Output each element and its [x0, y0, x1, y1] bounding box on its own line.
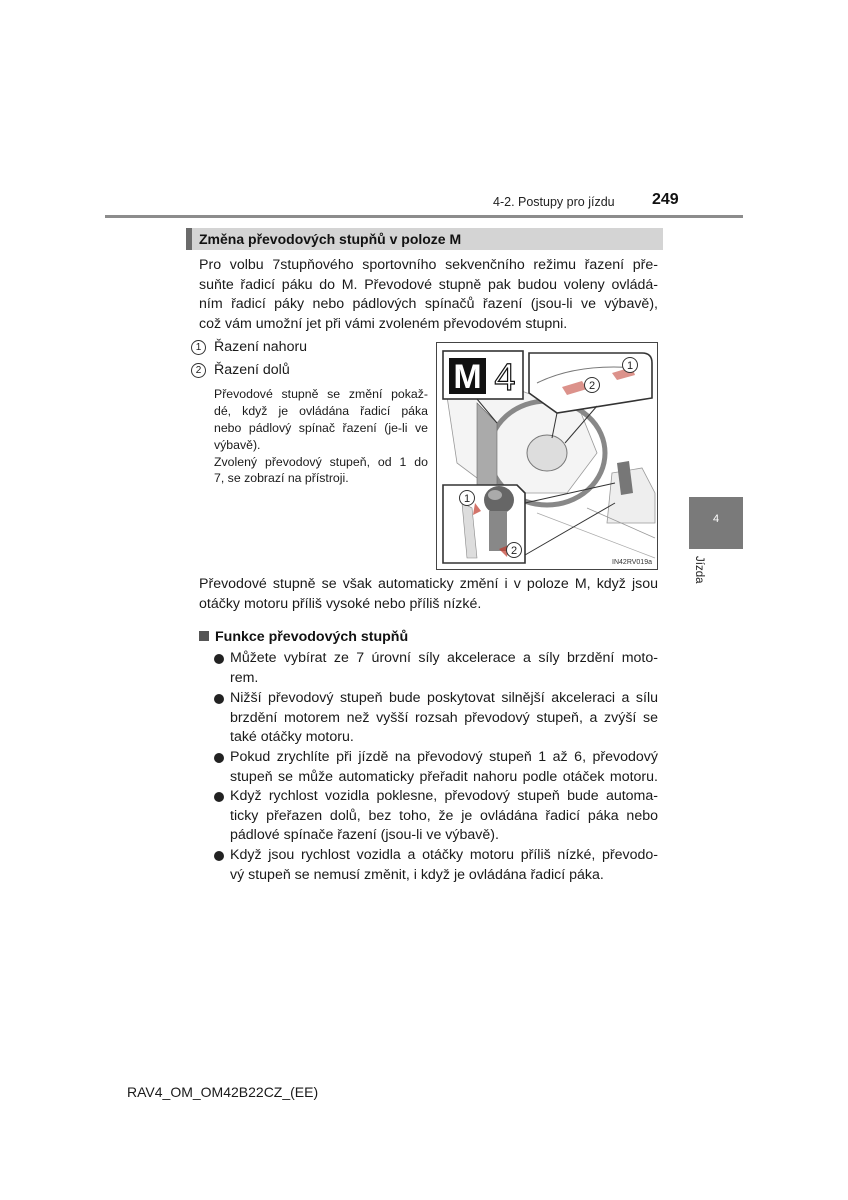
bullet-line: Nižší převodový stupeň bude poskytovat silnější akceleraci a sílu [230, 690, 658, 706]
bullet-line: pádlové spínače řazení (jsou-li ve výbavě). [230, 827, 499, 844]
chapter-tab [689, 497, 743, 549]
bullet-line: také otáčky motoru. [230, 729, 354, 746]
callout-down-lever: 2 [510, 545, 518, 557]
note-line: Převodové stupně se změní pokaž- [214, 387, 428, 401]
after-line: otáčky motoru příliš vysoké nebo příliš nízké. [199, 595, 482, 612]
running-header-section: 4-2. Postupy pro jízdu [493, 195, 615, 209]
intro-line: Pro volbu 7stupňového sportovního sekvenčního režimu řazení pře- [199, 257, 658, 273]
bullet-dot-icon [214, 792, 224, 802]
after-figure-paragraph [199, 575, 658, 614]
chapter-label [690, 556, 712, 596]
bullet-line: Pokud zrychlíte při jízdě na převodový stupeň 1 až 6, převodový [230, 749, 658, 765]
gearshift-illustration [436, 342, 658, 570]
callout-down-top: 2 [588, 380, 596, 392]
note-line: nebo pádlový spínač řazení (je-li ve [214, 420, 428, 435]
bullet-line: rem. [230, 669, 259, 686]
section-heading-text: Změna převodových stupňů v poloze M [199, 231, 462, 247]
bullet-dot-icon [214, 753, 224, 763]
intro-line: suňte řadicí páku do M. Převodové stupně pak budou voleny ovládá- [199, 276, 658, 293]
after-line: Převodové stupně se však automaticky změní i v poloze M, když jsou [199, 576, 658, 592]
display-gear: 4 [494, 357, 516, 399]
note-paragraph [214, 386, 428, 487]
bullet-line: vý stupeň se nemusí změnit, i když je ovládána řadicí páka. [230, 866, 604, 883]
bullet-dot-icon [214, 694, 224, 704]
page-number: 249 [652, 191, 679, 208]
illustration-drawing [437, 343, 657, 569]
item-shift-up [191, 339, 307, 355]
bullet-line: Když rychlost vozidla poklesne, převodový stupeň bude automa- [230, 788, 658, 804]
callout-up-top: 1 [626, 360, 634, 372]
square-bullet-icon [199, 631, 209, 641]
intro-paragraph [199, 256, 658, 334]
note-line: dé, když je ovládána řadicí páka [214, 403, 428, 418]
callout-number: 1 [191, 340, 206, 355]
intro-line: což vám umožní jet při vámi zvoleném převodovém stupni. [199, 315, 568, 332]
subsection-heading-text: Funkce převodových stupňů [215, 629, 409, 645]
header-rule [105, 215, 743, 218]
bullet-dot-icon [214, 851, 224, 861]
note-line: 7, se zobrazí na přístroji. [214, 471, 349, 486]
section-heading [186, 228, 663, 250]
bullet-line: Můžete vybírat ze 7 úrovní síly akcelerace a síly brzdění moto- [230, 650, 658, 666]
bullet-line: stupeň se může automaticky přeřadit nahoru podle otáček motoru. [230, 768, 658, 785]
chapter-number: 4 [712, 513, 720, 525]
note-line: Zvolený převodový stupeň, od 1 do [214, 454, 428, 469]
bullet-line: Když jsou rychlost vozidla a otáčky motoru příliš nízké, převodo- [230, 847, 658, 863]
bullet-line: brzdění motorem než vyšší rozsah převodový stupeň, a zvýší se [230, 709, 658, 726]
document-footer: RAV4_OM_OM42B22CZ_(EE) [127, 1084, 319, 1100]
note-line: výbavě). [214, 437, 261, 452]
subsection-heading [199, 629, 408, 645]
item-label: Řazení dolů [214, 362, 290, 378]
callout-up-lever: 1 [463, 493, 471, 505]
display-letter: M [453, 358, 482, 396]
bullet-line: ticky přeřazen dolů, bez toho, že je ovládána řadicí páka nebo [230, 807, 658, 824]
callout-number: 2 [191, 363, 206, 378]
intro-line: ním řadicí páky nebo pádlových spínačů řazení (jsou-li ve výbavě), [199, 296, 658, 313]
chapter-label-text: Jízda [693, 556, 705, 584]
figure-code: IN42RV019a [612, 559, 652, 566]
bullet-dot-icon [214, 654, 224, 664]
item-label: Řazení nahoru [214, 339, 308, 355]
item-shift-down [191, 362, 290, 378]
